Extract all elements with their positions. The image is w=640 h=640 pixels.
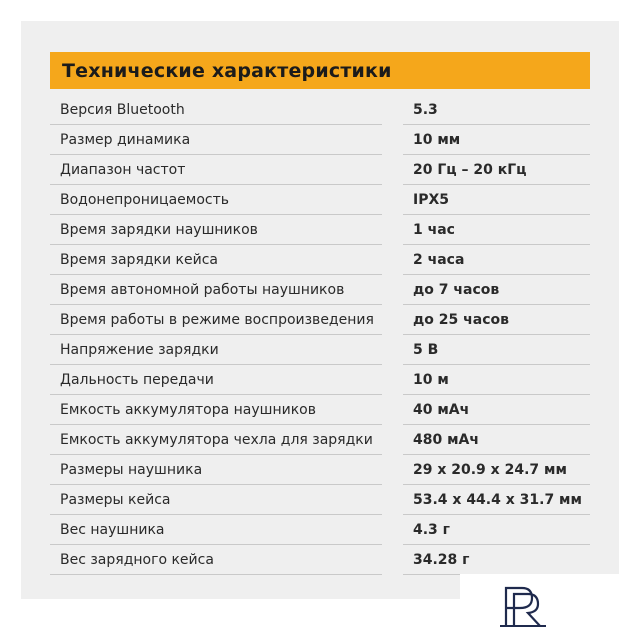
spec-value: 10 мм <box>413 131 461 148</box>
spec-value-cell <box>403 185 590 215</box>
spec-row <box>50 335 590 365</box>
spec-label: Емкость аккумулятора чехла для зарядки <box>60 431 373 448</box>
spec-label: Емкость аккумулятора наушников <box>60 401 316 418</box>
spec-value: 480 мАч <box>413 431 479 448</box>
spec-value-cell <box>403 365 590 395</box>
spec-label-cell <box>50 125 382 155</box>
spec-label-cell <box>50 485 382 515</box>
spec-label-cell <box>50 305 382 335</box>
spec-label-cell <box>50 275 382 305</box>
spec-label: Версия Bluetooth <box>60 101 185 118</box>
spec-label: Время автономной работы наушников <box>60 281 345 298</box>
spec-label-cell <box>50 395 382 425</box>
spec-value: 34.28 г <box>413 551 470 568</box>
spec-value-cell <box>403 515 590 545</box>
spec-value: 5 В <box>413 341 439 358</box>
spec-label-cell <box>50 365 382 395</box>
spec-row <box>50 485 590 515</box>
spec-label-cell <box>50 515 382 545</box>
spec-label: Вес наушника <box>60 521 165 538</box>
spec-row <box>50 365 590 395</box>
spec-value: 5.3 <box>413 101 438 118</box>
spec-value-cell <box>403 335 590 365</box>
spec-label: Размеры наушника <box>60 461 203 478</box>
spec-value-cell <box>403 425 590 455</box>
spec-value-cell <box>403 155 590 185</box>
pr-logo-icon <box>492 580 552 632</box>
spec-label: Водонепроницаемость <box>60 191 229 208</box>
spec-label-cell <box>50 455 382 485</box>
spec-value: 20 Гц – 20 кГц <box>413 161 527 178</box>
specs-header <box>50 52 590 89</box>
spec-row <box>50 275 590 305</box>
spec-value: до 7 часов <box>413 281 500 298</box>
pr-monogram-logo-icon <box>460 574 640 640</box>
spec-value: до 25 часов <box>413 311 509 328</box>
spec-row <box>50 185 590 215</box>
spec-value-cell <box>403 125 590 155</box>
spec-row <box>50 95 590 125</box>
spec-row <box>50 395 590 425</box>
spec-label: Диапазон частот <box>60 161 186 178</box>
spec-row <box>50 425 590 455</box>
specs-table <box>50 95 590 575</box>
spec-label: Вес зарядного кейса <box>60 551 214 568</box>
spec-value: 10 м <box>413 371 449 388</box>
spec-row <box>50 215 590 245</box>
spec-label-cell <box>50 155 382 185</box>
spec-value-cell <box>403 305 590 335</box>
spec-value-cell <box>403 215 590 245</box>
spec-value: IPX5 <box>413 191 450 208</box>
spec-row <box>50 245 590 275</box>
spec-value-cell <box>403 485 590 515</box>
spec-label: Время работы в режиме воспроизведения <box>60 311 374 328</box>
spec-label: Размеры кейса <box>60 491 171 508</box>
specs-card <box>21 21 619 599</box>
spec-value: 1 час <box>413 221 455 238</box>
spec-value-cell <box>403 545 590 575</box>
spec-value: 2 часа <box>413 251 465 268</box>
spec-label-cell <box>50 335 382 365</box>
spec-value-cell <box>403 395 590 425</box>
spec-label-cell <box>50 245 382 275</box>
spec-value-cell <box>403 245 590 275</box>
spec-label-cell <box>50 425 382 455</box>
spec-label: Размер динамика <box>60 131 191 148</box>
spec-row <box>50 125 590 155</box>
spec-value: 40 мАч <box>413 401 470 418</box>
spec-row <box>50 455 590 485</box>
spec-label: Время зарядки кейса <box>60 251 218 268</box>
spec-label-cell <box>50 95 382 125</box>
spec-value: 53.4 x 44.4 x 31.7 мм <box>413 491 582 508</box>
spec-value-cell <box>403 95 590 125</box>
spec-label: Напряжение зарядки <box>60 341 219 358</box>
spec-row <box>50 545 590 575</box>
specs-title: Технические характеристики <box>62 59 392 82</box>
spec-row <box>50 305 590 335</box>
spec-label: Время зарядки наушников <box>60 221 258 238</box>
spec-label: Дальность передачи <box>60 371 214 388</box>
spec-label-cell <box>50 185 382 215</box>
spec-value-cell <box>403 275 590 305</box>
spec-label-cell <box>50 545 382 575</box>
spec-row <box>50 515 590 545</box>
spec-label-cell <box>50 215 382 245</box>
spec-value: 4.3 г <box>413 521 450 538</box>
spec-value: 29 x 20.9 x 24.7 мм <box>413 461 567 478</box>
spec-value-cell <box>403 455 590 485</box>
spec-row <box>50 155 590 185</box>
